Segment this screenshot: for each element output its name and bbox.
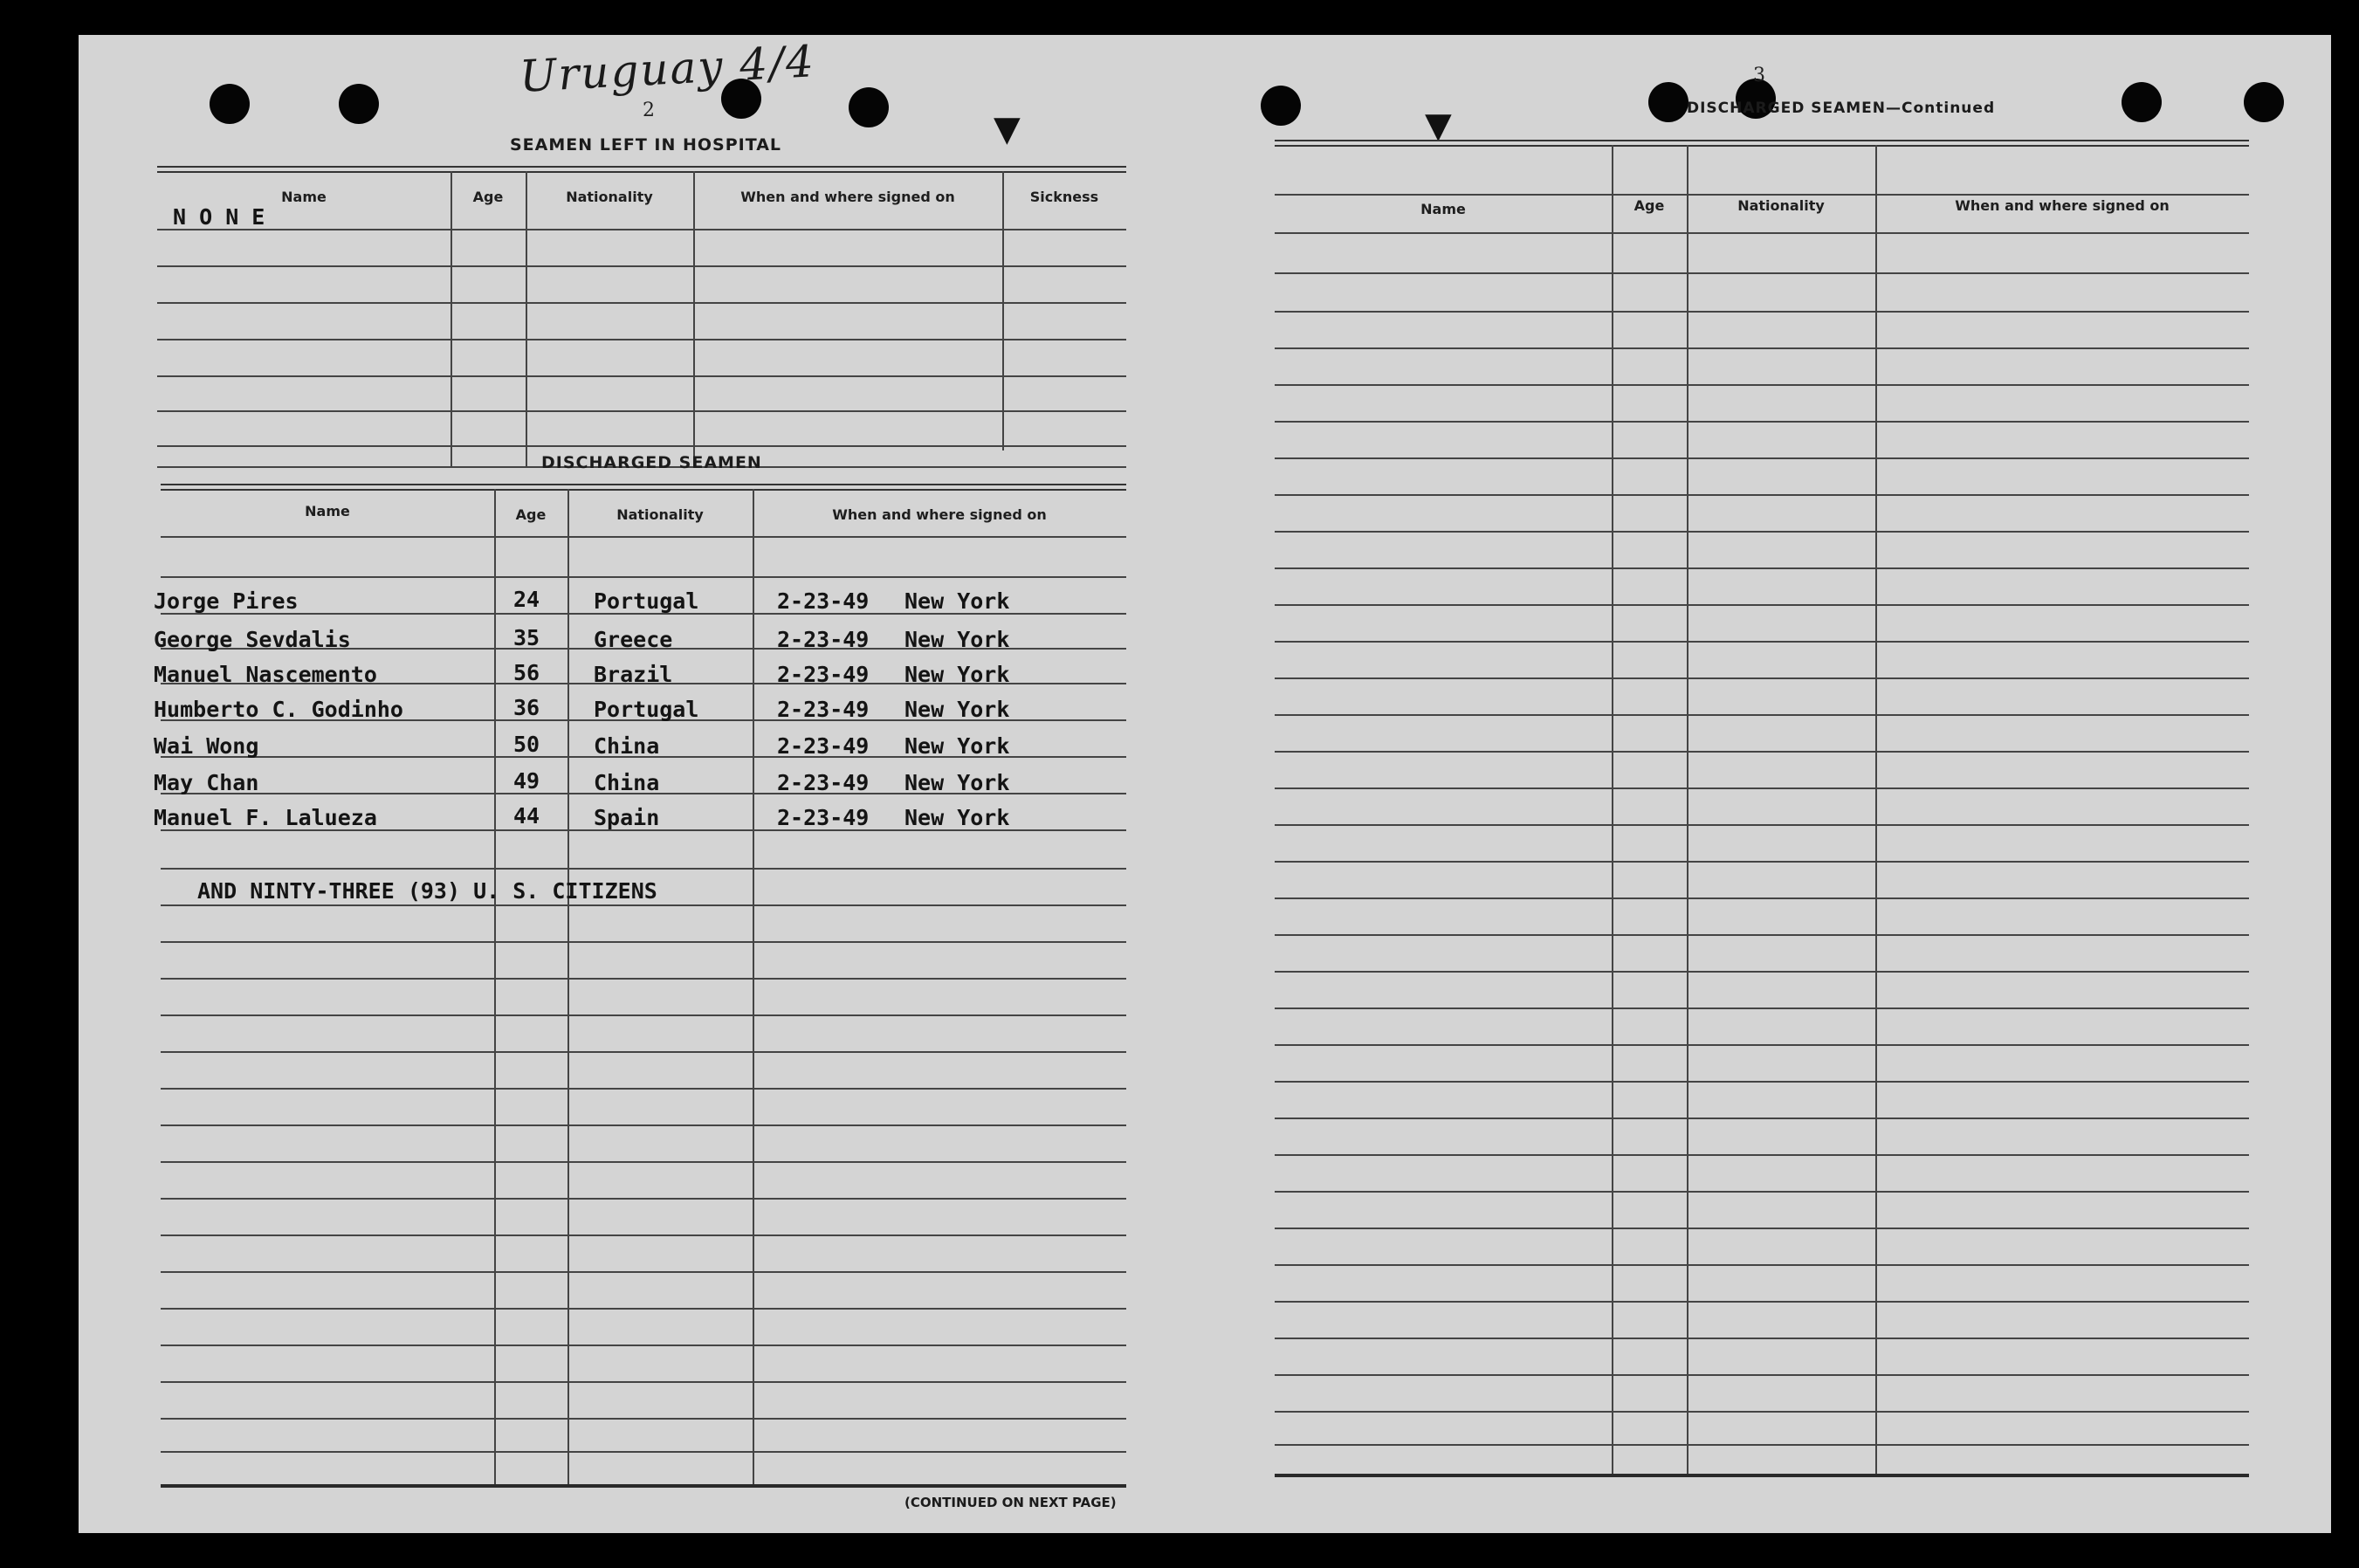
row-rule	[161, 1271, 1126, 1273]
discharged-section-title: DISCHARGED SEAMEN	[541, 453, 762, 472]
hospital-none-entry: N O N E	[173, 204, 265, 230]
column-divider	[494, 489, 496, 1486]
seaman-name: Manuel F. Lalueza	[154, 805, 377, 830]
seaman-nationality: Portugal	[594, 588, 699, 614]
row-rule	[161, 1014, 1126, 1016]
row-rule	[161, 941, 1126, 943]
bottom-rule	[161, 1484, 1126, 1488]
row-rule	[161, 1234, 1126, 1236]
left-page	[79, 35, 1196, 1533]
page-number: 2	[643, 100, 655, 121]
column-divider	[526, 171, 527, 468]
row-rule	[1275, 1154, 2249, 1156]
signed-on-date: 2-23-49	[777, 733, 870, 759]
row-rule	[161, 1344, 1126, 1346]
row-rule	[1275, 714, 2249, 716]
row-rule	[1275, 1264, 2249, 1266]
seaman-name: May Chan	[154, 770, 259, 795]
col-head-name: Name	[1420, 201, 1466, 217]
row-rule	[161, 1088, 1126, 1090]
seaman-name: George Sevdalis	[154, 627, 351, 652]
punch-hole	[339, 84, 379, 124]
row-rule	[1275, 347, 2249, 349]
signed-on-date: 2-23-49	[777, 697, 870, 722]
row-rule	[1275, 604, 2249, 606]
row-rule	[161, 1418, 1126, 1420]
row-rule	[1275, 531, 2249, 533]
row-rule	[1275, 1444, 2249, 1446]
row-rule	[1275, 421, 2249, 423]
row-rule	[1275, 232, 2249, 234]
row-rule	[1275, 1411, 2249, 1413]
row-rule	[1275, 1338, 2249, 1339]
row-rule	[1275, 641, 2249, 643]
arrow-mark: ▼	[1425, 106, 1452, 146]
seaman-name: Jorge Pires	[154, 588, 299, 614]
punch-hole	[1648, 82, 1688, 122]
signed-on-place: New York	[904, 697, 1010, 722]
signed-on-date: 2-23-49	[777, 805, 870, 830]
row-rule	[1275, 824, 2249, 826]
col-head-name: Name	[281, 189, 327, 205]
signed-on-place: New York	[904, 588, 1010, 614]
row-rule	[1275, 897, 2249, 899]
column-divider	[1875, 145, 1877, 1475]
row-rule	[157, 339, 1126, 340]
row-rule	[1275, 272, 2249, 274]
seaman-nationality: China	[594, 770, 660, 795]
column-divider	[693, 171, 695, 468]
signed-on-date: 2-23-49	[777, 627, 870, 652]
row-rule	[1275, 1191, 2249, 1193]
punch-hole	[2244, 82, 2284, 122]
punch-hole	[210, 84, 250, 124]
column-divider	[1687, 145, 1688, 1475]
row-rule	[1275, 384, 2249, 386]
row-rule	[157, 410, 1126, 412]
col-head-signed-on: When and where signed on	[832, 506, 1047, 523]
col-head-nationality: Nationality	[1737, 197, 1825, 214]
signed-on-place: New York	[904, 805, 1010, 830]
col-head-nationality: Nationality	[616, 506, 704, 523]
row-rule	[157, 229, 1126, 230]
col-head-nationality: Nationality	[566, 189, 653, 205]
header-rule	[161, 484, 1126, 491]
row-rule	[161, 978, 1126, 980]
seaman-age: 56	[513, 660, 540, 685]
header-rule	[157, 166, 1126, 173]
row-rule	[1275, 457, 2249, 459]
row-rule	[1275, 1081, 2249, 1083]
seaman-age: 35	[513, 625, 540, 650]
col-head-signed-on: When and where signed on	[1955, 197, 2170, 214]
row-rule	[161, 536, 1126, 538]
header-rule	[1275, 140, 2249, 147]
row-rule	[1275, 787, 2249, 789]
row-rule	[1275, 194, 2249, 196]
row-rule	[161, 576, 1126, 578]
handwritten-note: Uruguay 4/4	[518, 36, 817, 102]
column-divider	[1002, 171, 1004, 450]
seaman-nationality: Greece	[594, 627, 673, 652]
seaman-age: 50	[513, 732, 540, 757]
row-rule	[1275, 1008, 2249, 1009]
seaman-nationality: China	[594, 733, 660, 759]
arrow-mark: ▼	[994, 109, 1021, 149]
row-rule	[1275, 1044, 2249, 1046]
column-divider	[753, 489, 754, 1486]
signed-on-place: New York	[904, 770, 1010, 795]
col-head-name: Name	[305, 503, 350, 519]
seaman-name: Wai Wong	[154, 733, 259, 759]
seaman-name: Humberto C. Godinho	[154, 697, 403, 722]
row-rule	[161, 1161, 1126, 1163]
row-rule	[1275, 1118, 2249, 1119]
us-citizens-summary: AND NINTY-THREE (93) U. S. CITIZENS	[197, 878, 657, 904]
row-rule	[157, 265, 1126, 267]
row-rule	[1275, 1374, 2249, 1376]
row-rule	[161, 868, 1126, 870]
seaman-nationality: Portugal	[594, 697, 699, 722]
right-page	[1222, 35, 2331, 1533]
row-rule	[161, 1198, 1126, 1200]
col-head-age: Age	[515, 506, 547, 523]
row-rule	[157, 302, 1126, 304]
row-rule	[161, 1451, 1126, 1453]
row-rule	[157, 445, 1126, 447]
document-scan	[79, 35, 2331, 1533]
row-rule	[161, 904, 1126, 906]
seaman-name: Manuel Nascemento	[154, 662, 377, 687]
col-head-age: Age	[1633, 197, 1665, 214]
hospital-section-title: SEAMEN LEFT IN HOSPITAL	[510, 135, 782, 155]
row-rule	[1275, 567, 2249, 569]
column-divider	[567, 489, 569, 1486]
row-rule	[1275, 494, 2249, 496]
punch-hole	[2122, 82, 2162, 122]
row-rule	[1275, 751, 2249, 753]
seaman-age: 36	[513, 695, 540, 720]
signed-on-place: New York	[904, 627, 1010, 652]
col-head-signed-on: When and where signed on	[740, 189, 955, 205]
bottom-rule	[1275, 1474, 2249, 1477]
row-rule	[161, 1308, 1126, 1310]
seaman-nationality: Brazil	[594, 662, 673, 687]
row-rule	[1275, 1228, 2249, 1229]
signed-on-date: 2-23-49	[777, 588, 870, 614]
signed-on-place: New York	[904, 662, 1010, 687]
punch-hole	[849, 87, 889, 127]
discharged-continued-title: DISCHARGED SEAMEN—Continued	[1687, 100, 1996, 117]
row-rule	[1275, 934, 2249, 936]
column-divider	[1612, 145, 1613, 1475]
page-number: 3	[1753, 65, 1765, 86]
row-rule	[161, 1381, 1126, 1383]
seaman-age: 24	[513, 587, 540, 612]
seaman-nationality: Spain	[594, 805, 660, 830]
signed-on-date: 2-23-49	[777, 770, 870, 795]
col-head-sickness: Sickness	[1029, 189, 1099, 205]
row-rule	[161, 1124, 1126, 1126]
row-rule	[161, 1051, 1126, 1053]
column-divider	[450, 171, 452, 468]
punch-hole	[1261, 86, 1301, 126]
signed-on-place: New York	[904, 733, 1010, 759]
row-rule	[1275, 677, 2249, 679]
row-rule	[1275, 971, 2249, 973]
continued-note: (CONTINUED ON NEXT PAGE)	[904, 1495, 1117, 1510]
seaman-age: 44	[513, 803, 540, 829]
row-rule	[1275, 311, 2249, 313]
row-rule	[1275, 1301, 2249, 1303]
row-rule	[1275, 861, 2249, 863]
signed-on-date: 2-23-49	[777, 662, 870, 687]
row-rule	[157, 375, 1126, 377]
col-head-age: Age	[472, 189, 504, 205]
seaman-age: 49	[513, 768, 540, 794]
